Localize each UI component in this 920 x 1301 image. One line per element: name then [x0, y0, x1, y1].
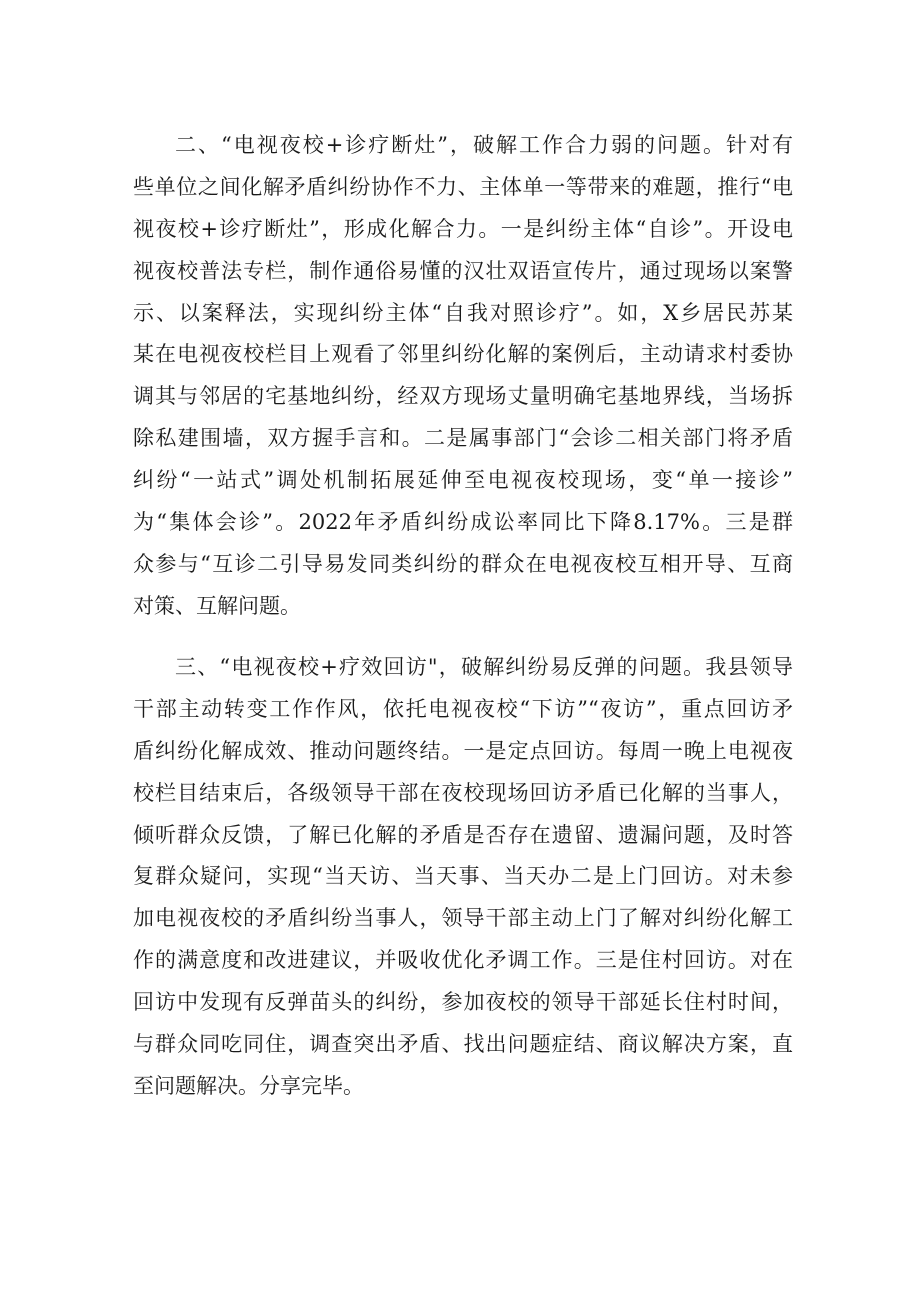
paragraph-line: 对策、互解问题。 [133, 593, 301, 618]
paragraph-line: 校栏目结束后，各级领导干部在夜校现场回访矛盾已化解的当事人， [133, 780, 793, 805]
paragraph-line: 视夜校普法专栏，制作通俗易懂的汉壮双语宣传片，通过现场以案警 [133, 258, 793, 283]
paragraph-line: 示、以案释法，实现纠纷主体“自我对照诊疗”。如，X乡居民苏某 [133, 300, 793, 325]
paragraph-line: 盾纠纷化解成效、推动问题终结。一是定点回访。每周一晚上电视夜 [133, 738, 793, 763]
paragraph-line: 些单位之间化解矛盾纠纷协作不力、主体单一等带来的难题，推行“电 [133, 174, 793, 199]
paragraph-line: 除私建围墙，双方握手言和。二是属事部门“会诊二相关部门将矛盾 [133, 426, 793, 451]
paragraph-line: 回访中发现有反弹苗头的纠纷，参加夜校的领导干部延长住村时间， [133, 990, 793, 1015]
paragraph-line: 加电视夜校的矛盾纠纷当事人，领导干部主动上门了解对纠纷化解工 [133, 906, 793, 931]
paragraph-line: 干部主动转变工作作风，依托电视夜校“下访”“夜访”，重点回访矛 [133, 696, 793, 721]
paragraph-line: 为“集体会诊”。2022年矛盾纠纷成讼率同比下降8.17%。三是群 [133, 510, 793, 535]
paragraph-line: 纠纷“一站式”调处机制拓展延伸至电视夜校现场，变“单一接诊” [133, 468, 793, 493]
paragraph-line: 倾听群众反馈，了解已化解的矛盾是否存在遗留、遗漏问题，及时答 [133, 822, 793, 847]
paragraph-coordinated-resolution [133, 125, 793, 628]
paragraph-line: 三、“电视夜校+疗效回访"，破解纠纷易反弹的问题。我县领导 [175, 655, 793, 679]
paragraph-line: 某在电视夜校栏目上观看了邻里纠纷化解的案例后，主动请求村委协 [133, 342, 793, 367]
paragraph-line: 复群众疑问，实现“当天访、当天事、当天办二是上门回访。对未参 [133, 864, 793, 889]
paragraph-line: 调其与邻居的宅基地纠纷，经双方现场丈量明确宅基地界线，当场拆 [133, 384, 793, 409]
paragraph-line: 至问题解决。分享完毕。 [133, 1073, 364, 1098]
paragraph-follow-up-visits [133, 647, 793, 1108]
paragraph-line: 众参与“互诊二引导易发同类纠纷的群众在电视夜校互相开导、互商 [133, 551, 793, 576]
paragraph-line: 二、“电视夜校+诊疗断灶”，破解工作合力弱的问题。针对有 [175, 133, 793, 157]
paragraph-line: 视夜校+诊疗断灶”，形成化解合力。一是纠纷主体“自诊”。开设电 [133, 216, 793, 241]
paragraph-line: 作的满意度和改进建议，并吸收优化矛调工作。三是住村回访。对在 [133, 948, 793, 973]
paragraph-line: 与群众同吃同住，调查突出矛盾、找出问题症结、商议解决方案，直 [133, 1032, 793, 1057]
